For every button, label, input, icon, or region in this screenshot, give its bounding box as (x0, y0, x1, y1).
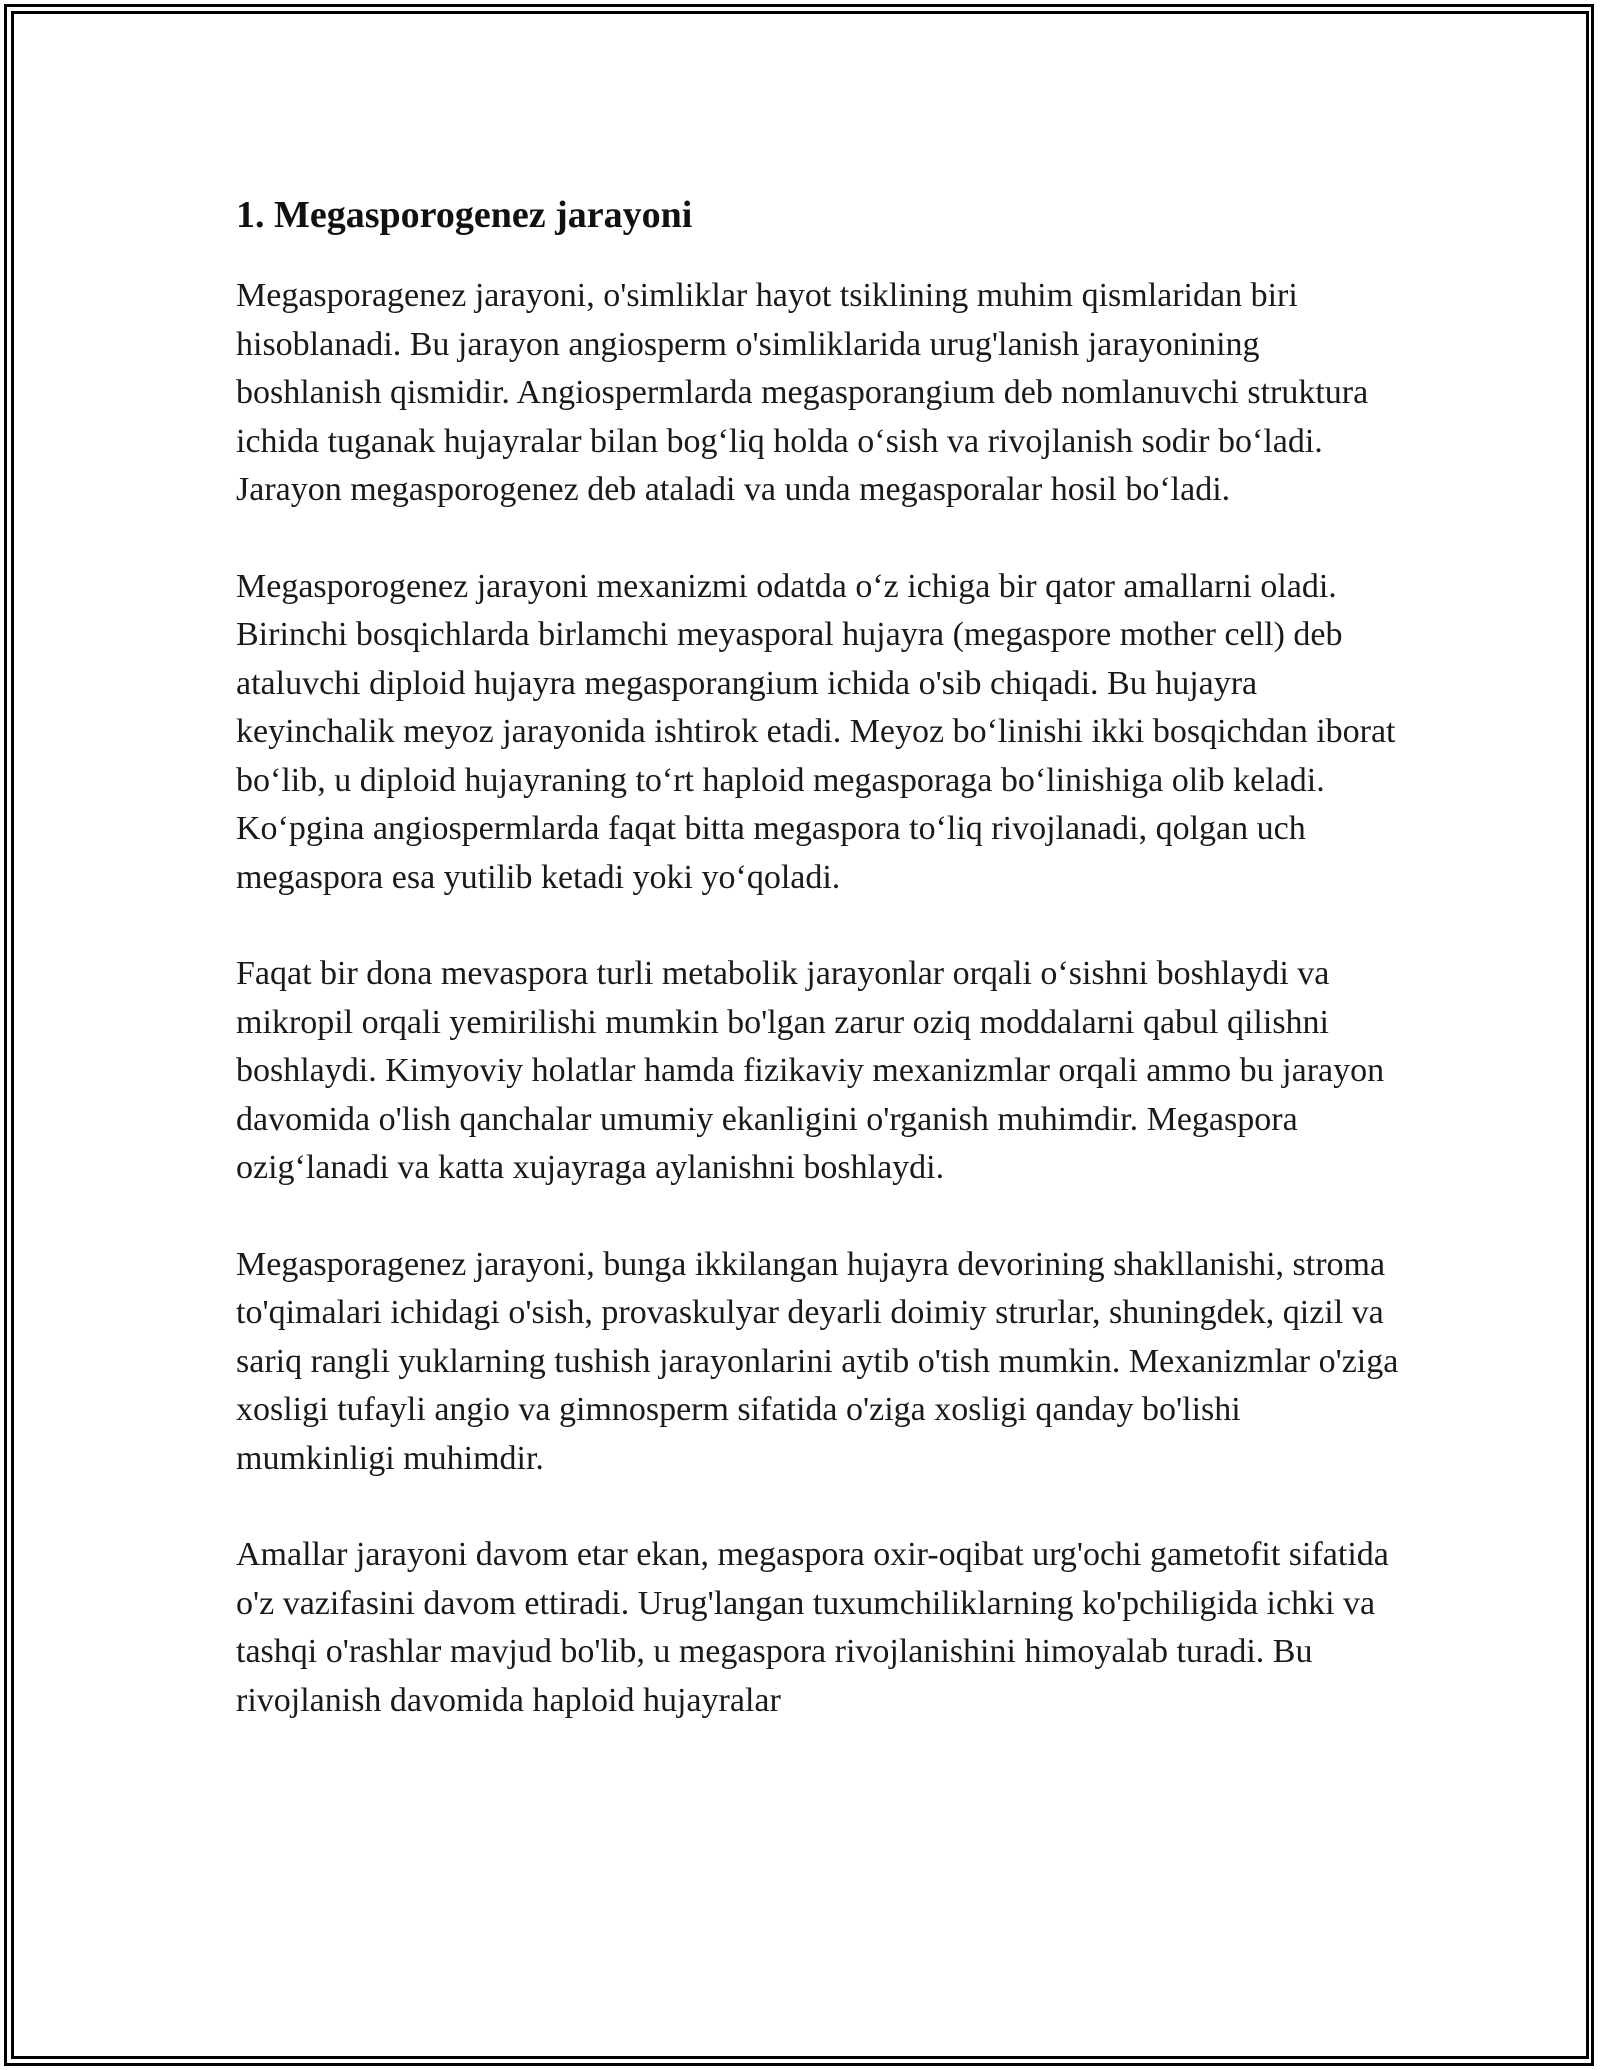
paragraph-3: Faqat bir dona mevaspora turli metabolik jarayonlar orqali o‘sishni boshlaydi va mikropil orqali yemirilishi mumkin bo'lgan zarur oziq moddalarni qabul qilishni boshlaydi. Kimyoviy holatlar hamda fizikaviy mexanizmlar orqali ammo bu jarayon davomida o'lish qanchalar umumiy ekanligini o'rganish muhimdir. Megaspora ozig‘lanadi va katta xujayraga aylanishni boshlaydi. (236, 955, 1385, 1186)
paragraph-2: Megasporogenez jarayoni mexanizmi odatda o‘z ichiga bir qator amallarni oladi. Birinchi bosqichlarda birlamchi meyasporal hujayra (megaspore mother cell) deb ataluvchi diploid hujayra megasporangium ichida o'sib chiqadi. Bu hujayra keyinchalik meyoz jarayonida ishtirok etadi. Meyoz bo‘linishi ikki bosqichdan iborat bo‘lib, u diploid hujayraning to‘rt haploid megasporaga bo‘linishiga olib keladi. Ko‘pgina angiospermlarda faqat bitta megaspora to‘liq rivojlanadi, qolgan uch megaspora esa yutilib ketadi yoki yo‘qoladi. (236, 567, 1396, 896)
section-heading: 1. Megasporogenez jarayoni (236, 194, 693, 236)
paragraph-4: Megasporagenez jarayoni, bunga ikkilangan hujayra devorining shakllanishi, stroma to'qimalari ichidagi o'sish, provaskulyar deyarli doimiy strurlar, shuningdek, qizil va sariq rangli yuklarning tushish jarayonlarini aytib o'tish mumkin. Mexanizmlar o'ziga xosligi tufayli angio va gimnosperm sifatida o'ziga xosligi qanday bo'lishi mumkinligi muhimdir. (236, 1245, 1399, 1477)
paragraph-1: Megasporagenez jarayoni, o'simliklar hayot tsiklining muhim qismlaridan biri hisoblanadi. Bu jarayon angiosperm o'simliklarida urug'lanish jarayonining boshlanish qismidir. Angiospermlarda megasporangium deb nomlanuvchi struktura ichida tuganak hujayralar bilan bog‘liq holda o‘sish va rivojlanish sodir bo‘ladi. Jarayon megasporogenez deb ataladi va unda megasporalar hosil bo‘ladi. (236, 277, 1369, 508)
paragraph-5: Amallar jarayoni davom etar ekan, megaspora oxir-oqibat urg'ochi gametofit sifatida o'z vazifasini davom ettiradi. Urug'langan tuxumchiliklarning ko'pchiligida ichki va tashqi o'rashlar mavjud bo'lib, u megaspora rivojlanishini himoyalab turadi. Bu rivojlanish davomida haploid hujayralar (236, 1536, 1389, 1719)
document-body (236, 186, 1406, 1773)
